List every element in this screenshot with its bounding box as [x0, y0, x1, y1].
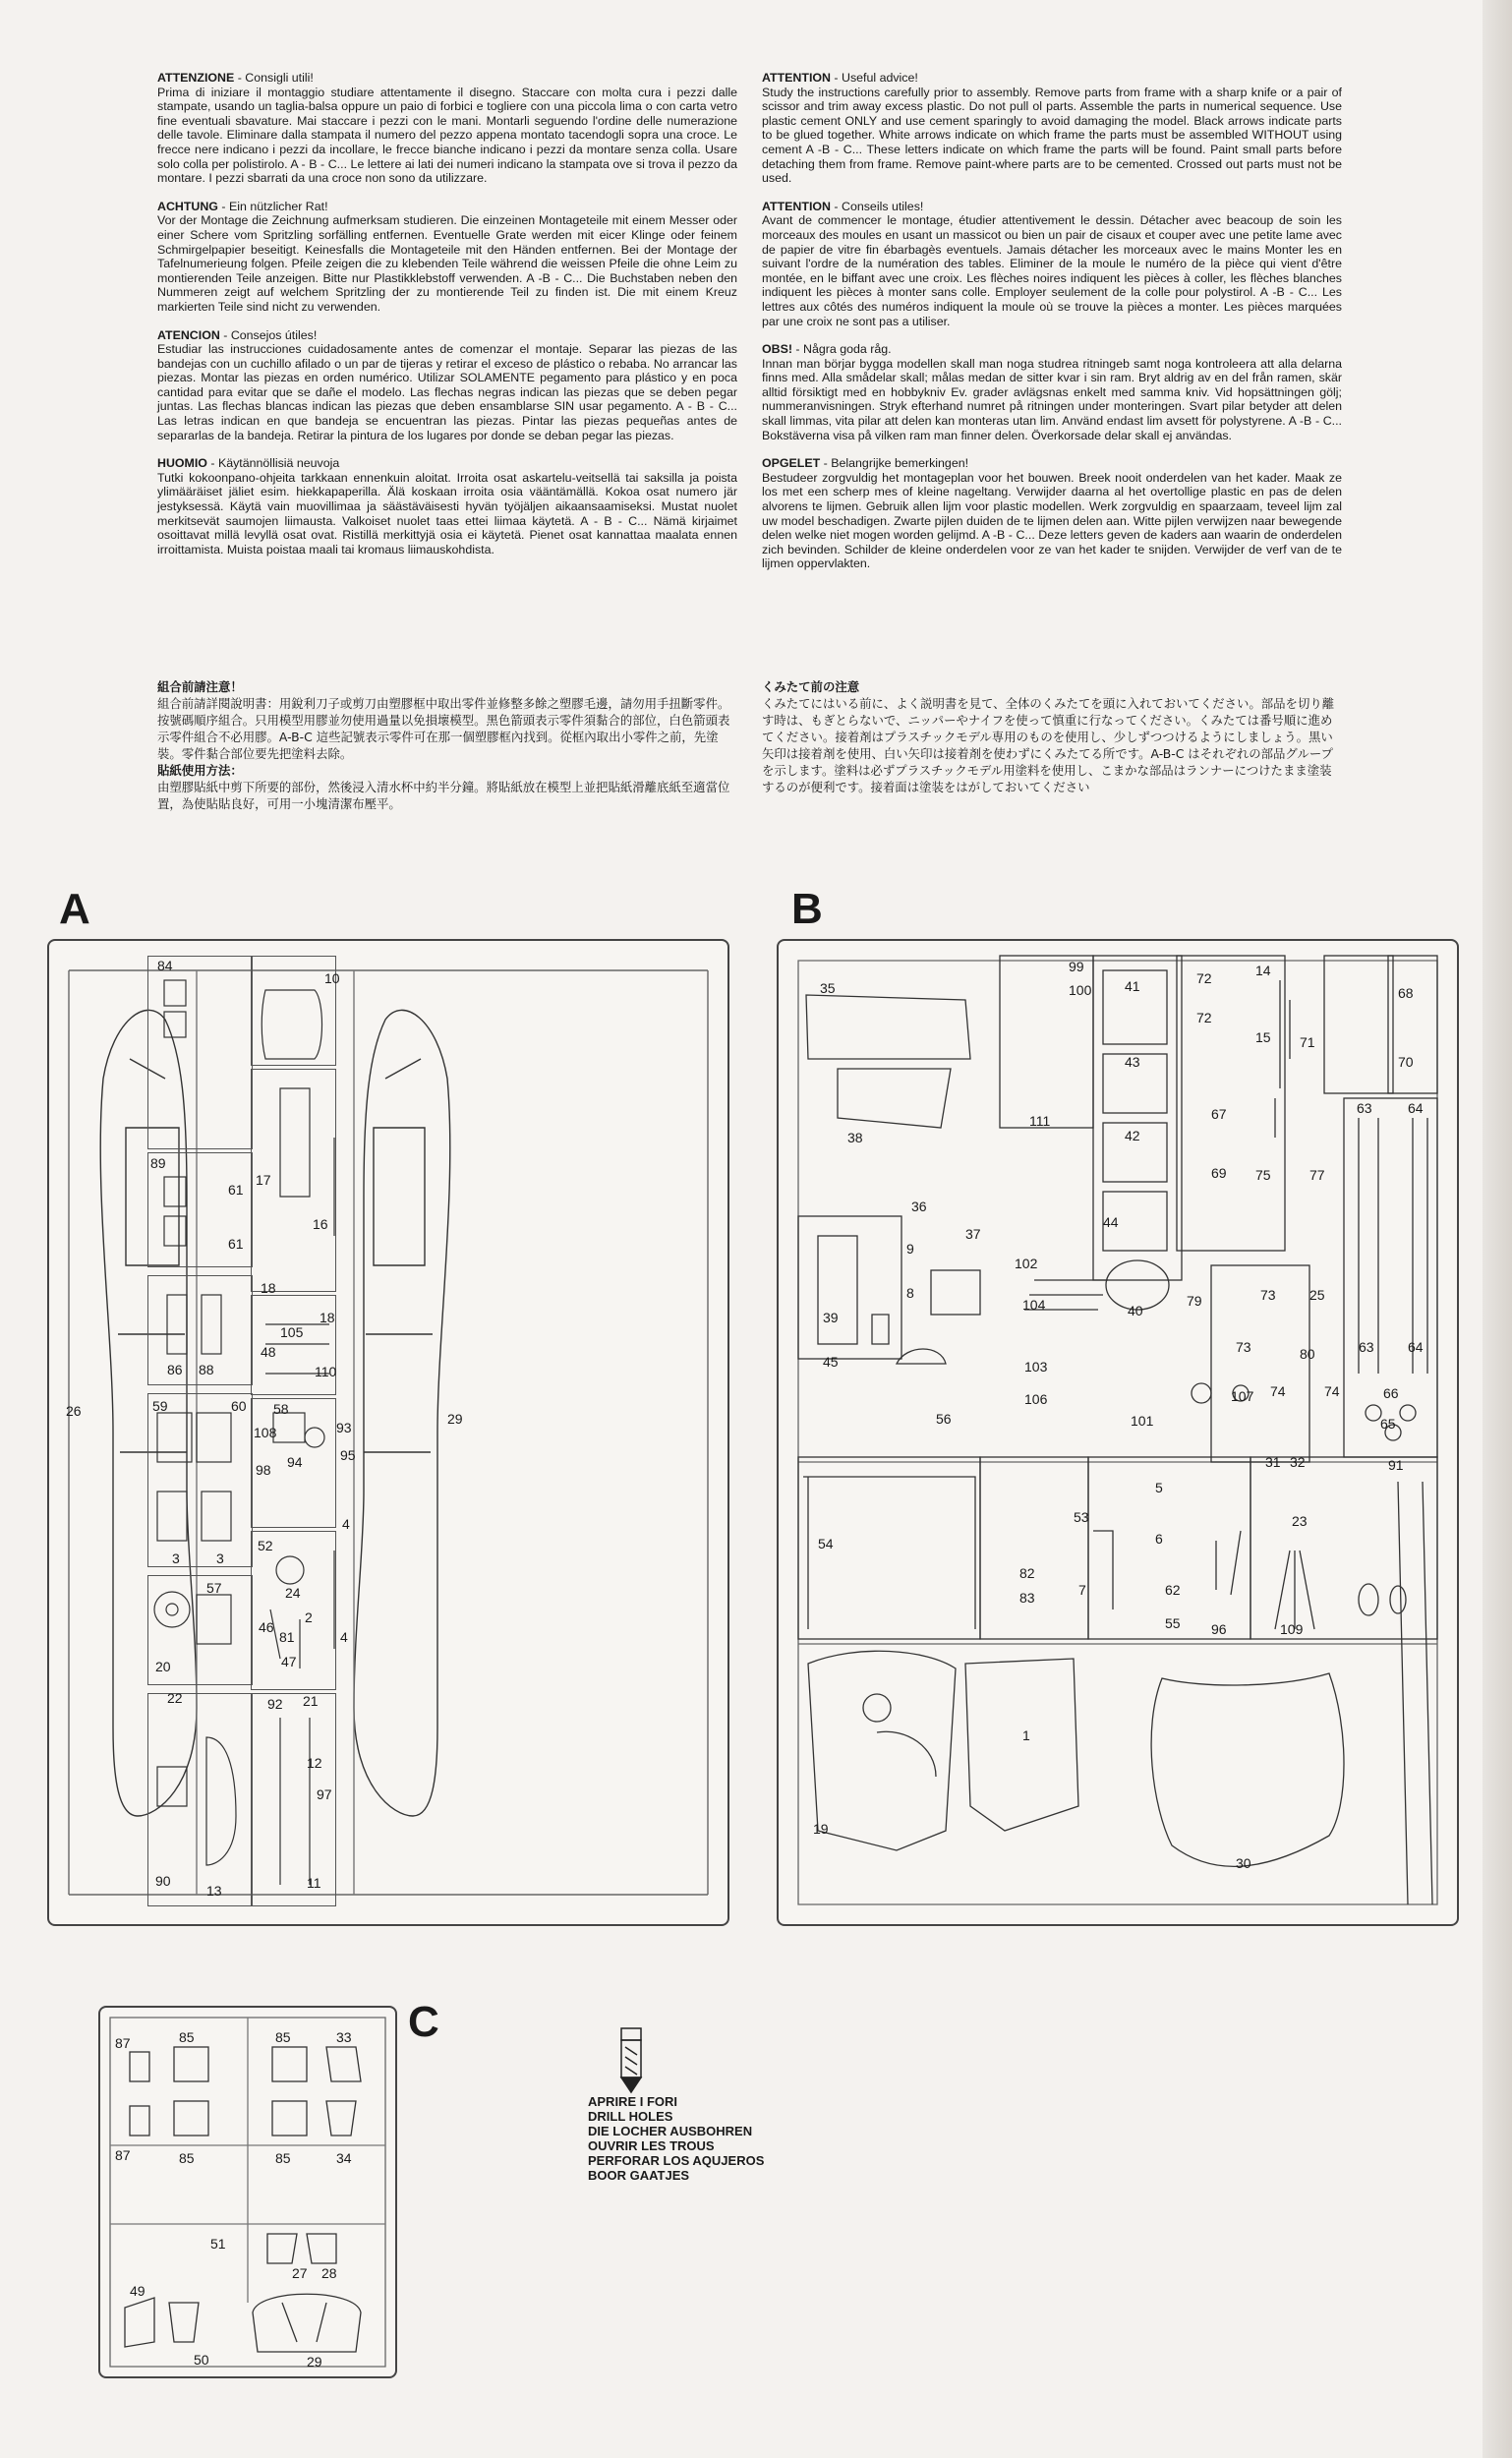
instruction-text: 由塑膠貼紙中剪下所要的部份，然後浸入清水杯中約半分鐘。將貼紙放在模型上並把貼紙滑離底紙至適當位置，為使貼貼良好，可用一小塊清潔布壓平。	[157, 780, 730, 811]
part-number: 21	[303, 1693, 319, 1709]
sprue-b-drawing	[779, 941, 1457, 1924]
part-number: 24	[285, 1585, 301, 1601]
drill-label: OUVRIR LES TROUS	[588, 2138, 715, 2153]
instruction-text: Estudiar las instrucciones cuidadosamente antes de comenzar el montaje. Separar las piezas de las bandejas con un cuchillo afilado o un par de tijeras y retirar el exceso de plástico o rebaba. No arrancar las piezas. Montar las piezas en orden numérico. Utilizar SOLAMENTE pegamento para plástico y en poca cantidad para evitar que se dañe el modelo. Las flechas negras indican las piezas que se deben pegar juntas. Las flechas blancas indican las piezas que deben ensamblarse SIN usar pegamento. A - B - C... Las letras indican en que bandeja se encuentran las piezas. Pintar las piezas pequeñas antes de separarlas de la bandeja. Retirar la pintura de los lugares por donde se deban pegar las piezas.	[157, 342, 737, 442]
part-number: 36	[911, 1199, 927, 1214]
part-number: 99	[1069, 959, 1084, 974]
part-number: 107	[1231, 1388, 1254, 1404]
part-number: 54	[818, 1536, 834, 1551]
part-number: 53	[1074, 1509, 1089, 1525]
instruction-heading: ATTENTION	[762, 71, 831, 85]
drill-label: DIE LOCHER AUSBOHREN	[588, 2124, 753, 2138]
part-number: 18	[261, 1280, 276, 1296]
part-number: 49	[130, 2283, 145, 2299]
sprue-frame-b	[777, 939, 1459, 1926]
part-number: 92	[267, 1696, 283, 1712]
part-number: 38	[847, 1130, 863, 1145]
part-number: 10	[324, 970, 340, 986]
instruction-subheading: Käytännöllisiä neuvoja	[217, 456, 340, 471]
sprue-a-parts	[49, 941, 727, 1924]
part-number: 28	[321, 2265, 337, 2281]
part-number: 77	[1309, 1167, 1325, 1183]
part-number: 103	[1024, 1359, 1048, 1375]
instruction-heading: くみたて前の注意	[762, 679, 860, 694]
part-number: 63	[1359, 1339, 1374, 1355]
part-number: 41	[1125, 978, 1140, 994]
part-number: 106	[1024, 1391, 1048, 1407]
part-number: 89	[150, 1155, 166, 1171]
part-number: 12	[307, 1755, 322, 1771]
part-number: 68	[1398, 985, 1414, 1001]
part-number: 79	[1187, 1293, 1202, 1309]
instruction-heading: 貼紙使用方法：	[157, 763, 243, 778]
sprue-frame-a	[47, 939, 729, 1926]
part-number: 32	[1290, 1454, 1306, 1470]
part-number: 33	[336, 2029, 352, 2045]
part-number: 80	[1300, 1346, 1315, 1362]
part-number: 29	[447, 1411, 463, 1427]
part-number: 59	[152, 1398, 168, 1414]
part-number: 81	[279, 1629, 295, 1645]
instructions-left-column	[157, 71, 737, 570]
instruction-french: ATTENTION - Conseils utiles! Avant de commencer le montage, étudier attentivement le dessin. Détacher avec beacoup de soin les morceaux des moules en usant un massicot ou bien un pair de cisaux et couper avec une petite lame avec de papier de vitre fin ébarbagès eventuels. Jamais détacher les morceaux avec le mains Monter les en suivant l'ordre de la numération des tables. Eliminer de la moule le numéro de la pièce qui vient d'être montée, en le biffant avec une croix. Les flèches noires indiquent les pièces à coller, les flèches blanches indiquent les pièces à monter sans colle. Employer seulement de la colle pour polystirol. A -B - C... Les lettres aux côtés des numéros indiquent la moule où se trouve la pièces a monter. Les pièces marquées par une croix ne sont pas a utiliser.	[762, 199, 1342, 328]
part-number: 71	[1300, 1034, 1315, 1050]
part-number: 74	[1324, 1383, 1340, 1399]
part-number: 84	[157, 958, 173, 973]
sheet-a-letter: A	[59, 885, 90, 933]
part-number: 2	[305, 1609, 313, 1625]
part-number: 69	[1211, 1165, 1227, 1181]
part-number: 51	[210, 2236, 226, 2252]
part-number: 90	[155, 1873, 171, 1889]
part-number: 85	[179, 2029, 195, 2045]
part-number: 86	[167, 1362, 183, 1377]
drill-label: PERFORAR LOS AQUJEROS	[588, 2153, 765, 2168]
part-number: 66	[1383, 1385, 1399, 1401]
part-number: 93	[336, 1420, 352, 1435]
part-number: 55	[1165, 1615, 1181, 1631]
part-number: 57	[206, 1580, 222, 1596]
instruction-italian: ATTENZIONE - Consigli utili! Prima di iniziare il montaggio studiare attentamente il disegno. Staccare con molta cura i pezzi dalle stampate, usando un taglia-balsa oppure un paio di forbici e togliere con una piccola lima o con carta vetro fine eventuali sbavature. Mai staccare i pezzi con le mani. Montarli seguendo l'ordine delle numerazione delle tavole. Eliminare dalla stampata il numero del pezzo appena montato tacendogli sopra una croce. Le frecce nere indicano i pezzi da incollare, le frecce bianche indicano i pezzi da montare senza colla. Usare solo colla per polistirolo. A - B - C... Le lettere ai lati dei numeri indicano la stampata ove si trova il pezzo da montare. I pezzi sbarrati da una croce non sono da utilizzare.	[157, 71, 737, 186]
part-number: 6	[1155, 1531, 1163, 1547]
part-number: 37	[965, 1226, 981, 1242]
part-number: 101	[1131, 1413, 1154, 1429]
sheet-b-letter: B	[791, 885, 823, 933]
part-number: 87	[115, 2147, 131, 2163]
page-edge-shadow	[1483, 0, 1512, 2458]
part-number: 17	[256, 1172, 271, 1188]
part-number: 56	[936, 1411, 952, 1427]
instruction-swedish: OBS! - Några goda råg. Innan man börjar bygga modellen skall man noga studrea ritningeb samt noga kontroleera att alla delarna finns med. Alla smådelar skall; målas medan de sitter kvar i sin ram. Bryt aldrig av en del från ramen, skär alltid försiktigt med en hobbykniv Ev. grader avlägsnas enkelt med samma kniv. Vid hopsättningen gölj; nummeranvisningen. Stryk efterhand numret på ritningen under monteringen. Svart pilar betyder att delen skall limmas, vita pilar att delen kan monteras utan lim. Använd endast lim avsett för polystyrene. A -B - C... Bokstäverna visa på vilken ram man finner delen. Överkorsade delar skall ej användas.	[762, 342, 1342, 442]
part-number: 70	[1398, 1054, 1414, 1070]
instruction-heading: 組合前請注意！	[157, 679, 243, 694]
part-number: 47	[281, 1654, 297, 1669]
part-number: 73	[1236, 1339, 1251, 1355]
instruction-subheading: Ein nützlicher Rat!	[228, 199, 328, 213]
instruction-subheading: Useful advice!	[842, 71, 918, 85]
part-number: 62	[1165, 1582, 1181, 1598]
part-number: 45	[823, 1354, 839, 1370]
part-number: 100	[1069, 982, 1092, 998]
part-number: 50	[194, 2352, 209, 2368]
drill-label: DRILL HOLES	[588, 2109, 673, 2124]
instruction-heading: ATTENTION	[762, 199, 831, 213]
part-number: 4	[340, 1629, 348, 1645]
sprue-frame-c	[98, 2006, 397, 2378]
instruction-heading: ATENCION	[157, 327, 220, 342]
instruction-finnish: HUOMIO - Käytännöllisiä neuvoja Tutki kokoonpano-ohjeita tarkkaan ennenkuin aloitat. Irroita osat askartelu-veitsellä tai saksilla ja poista ylimääräiset jäliet esim. hiekkapaperilla. Älä koskaan irroita osia vääntämällä. Kokoa osat numero jär jestyksessä. Käytä vain muovillimaa ja säästäväisesti hyvän työjäljen aikaansaamiseksi. Mustat nuolet merkitsevät saumojen liimausta. Valkoiset nuolet taas ettei liimaa käytetä. A - B - C... Nämä kirjaimet osoittavat millä levyllä osat ovat. Ristillä merkittyjä osia ei käytetä. Pienet osat kannattaa maalata ennen irroittamista. Muista poistaa maali tai kromaus liimauskohdista.	[157, 456, 737, 556]
part-number: 111	[1029, 1113, 1051, 1129]
instruction-text: Bestudeer zorgvuldig het montageplan voor het bouwen. Breek nooit onderdelen van het kader. Maak ze los met een scherp mes of kleine nageltang. Verwijder daarna al het overtollige plastic en pas de delen alvorens te lijmen. Gebruik allen lijm voor plastic modellen. Werk zorgvuldig en spaarzaam, teveel lijm zal uw model beschadigen. Zwarte pijlen duiden de te lijmen delen aan. Witte pijlen verwijzen naar bewegende delen welke niet mogen worden gelijmd. A -B - C... Deze letters geven de kaders aan waarin de onderdelen zich bevinden. Schilder de kleine onderdelen voor ze van het kader te snijden. Verwijder de verf van de te lijmen oppervlakten.	[762, 470, 1342, 571]
part-number: 16	[313, 1216, 328, 1232]
part-number: 35	[820, 980, 836, 996]
instruction-text: Innan man börjar bygga modellen skall man noga studrea ritningeb samt noga kontroleera att alla delarna finns med. Alla smådelar skall; målas medan de sitter kvar i sin ram. Bryt aldrig av en del från ramen, skär alltid försiktigt med en hobbykniv Ev. grader avlägsnas enkelt med samma kniv. Vid hopsättningen gölj; nummeranvisningen. Stryk efterhand numret på ritningen under monteringen. Svart pilar betyder att delen skall limmas, vita pilar att delen kan monteras utan lim. Använd endast lim avsett för polystyrene. A -B - C... Bokstäverna visa på vilken ram man finner delen. Överkorsade delar skall ej användas.	[762, 356, 1342, 442]
instruction-dutch: OPGELET - Belangrijke bemerkingen! Bestudeer zorgvuldig het montageplan voor het bouwen. Breek nooit onderdelen van het kader. Maak ze los met een scherp mes of kleine nageltang. Verwijder daarna al het overtollige plastic en pas de delen alvorens te lijmen. Gebruik allen lijm voor plastic modellen. Werk zorgvuldig en spaarzaam, teveel lijm zal uw model beschadigen. Zwarte pijlen duiden de te lijmen delen aan. Witte pijlen verwijzen naar bewegende delen welke niet mogen worden gelijmd. A -B - C... Deze letters geven de kaders aan waarin de onderdelen zich bevinden. Schilder de kleine onderdelen voor ze van het kader te snijden. Verwijder de verf van de te lijmen oppervlakten.	[762, 456, 1342, 571]
part-number: 42	[1125, 1128, 1140, 1143]
part-number: 83	[1019, 1590, 1035, 1606]
instruction-text: 組合前請詳閱說明書：用銳利刀子或剪刀由塑膠框中取出零件並修整多餘之塑膠毛邊，請勿用手扭斷零件。按號碼順序組合。只用模型用膠並勿使用過量以免損壞模型。黑色箭頭表示零件須黏合的部位，白色箭頭表示零件組合不必用膠。A-B-C 這些記號表示零件可在那一個塑膠框內找到。從框內取出小零件之前，先塗裝。零件黏合部位要先把塗料去除。	[157, 696, 730, 761]
drill-label: BOOR GAATJES	[588, 2168, 690, 2183]
part-number: 96	[1211, 1621, 1227, 1637]
part-number: 25	[1309, 1287, 1325, 1303]
instruction-subheading: Några goda råg.	[803, 342, 892, 357]
sheet-c-letter: C	[408, 1998, 439, 2046]
instruction-chinese	[157, 678, 737, 812]
instruction-text: Avant de commencer le montage, étudier attentivement le dessin. Détacher avec beacoup de soin les morceaux des moules en usant un massicot ou bien un pair de cisaux et couper avec une petite lame avec de papier de vitre fin ébarbagès eventuels. Jamais détacher les morceaux avec le mains Monter les en suivant l'ordre de la numération des tables. Eliminer de la moule le numéro de la pièce qui vient d'être montée, en le biffant avec une croix. Les flèches noires indiquent les pièces à coller, les flèches blanches indiquent les pièces à monter sans colle. Employer seulement de la colle pour polystirol. A -B - C... Les lettres aux côtés des numéros indiquent la moule où se trouve la pièces a monter. Les pièces marquées par une croix ne sont pas a utiliser.	[762, 213, 1342, 328]
part-number: 82	[1019, 1565, 1035, 1581]
part-number: 14	[1255, 963, 1271, 978]
part-number: 13	[206, 1883, 222, 1899]
part-number: 98	[256, 1462, 271, 1478]
part-number: 7	[1078, 1582, 1086, 1598]
part-number: 52	[258, 1538, 273, 1553]
part-number: 3	[216, 1551, 224, 1566]
part-number: 64	[1408, 1100, 1424, 1116]
part-number: 46	[259, 1619, 274, 1635]
part-number: 63	[1357, 1100, 1372, 1116]
part-number: 1	[1022, 1727, 1030, 1743]
instruction-text: くみたてにはいる前に、よく説明書を見て、全体のくみたてを頭に入れておいてください。部品を切り離す時は、もぎとらないで、ニッパーやナイフを使って慎重に行なってください。くみたては番号順に進めてください。接着剤はプラスチックモデル専用のものを使用し、少しずつつけるようにしましょう。黒い矢印は接着剤を使用、白い矢印は接着剤を使わずにくみたてる所です。A-B-C はそれぞれの部品グループを示します。塗料は必ずプラスチックモデル用塗料を使用し、こまかな部品はランナーにつけたまま塗装するのが便利です。接着面は塗装をはがしておいてください	[762, 696, 1335, 794]
part-number: 95	[340, 1447, 356, 1463]
part-number: 91	[1388, 1457, 1404, 1473]
part-number: 88	[199, 1362, 214, 1377]
instruction-heading: ACHTUNG	[157, 199, 218, 213]
part-number: 3	[172, 1551, 180, 1566]
part-number: 11	[307, 1875, 321, 1891]
part-number: 34	[336, 2150, 352, 2166]
instruction-text: Tutki kokoonpano-ohjeita tarkkaan ennenkuin aloitat. Irroita osat askartelu-veitsellä tai saksilla ja poista ylimääräiset jäliet esim. hiekkapaperilla. Älä koskaan irroita osia vääntämällä. Kokoa osat numero jär jestyksessä. Käytä vain muovillimaa ja säästäväisesti hyvän työjäljen aikaansaamiseksi. Mustat nuolet merkitsevät saumojen liimausta. Valkoiset nuolet taas ettei liimaa käytetä. A - B - C... Nämä kirjaimet osoittavat millä levyllä osat ovat. Ristillä merkittyjä osia ei käytetä. Pienet osat kannattaa maalata ennen irroittamista. Muista poistaa maali tai kromaus liimauskohdista.	[157, 470, 737, 556]
part-number: 87	[115, 2035, 131, 2051]
part-number: 48	[261, 1344, 276, 1360]
part-number: 22	[167, 1690, 183, 1706]
part-number: 18	[320, 1310, 335, 1325]
part-number: 73	[1260, 1287, 1276, 1303]
part-number: 8	[906, 1285, 914, 1301]
part-number: 85	[179, 2150, 195, 2166]
part-number: 58	[273, 1401, 289, 1417]
part-number: 72	[1196, 1010, 1212, 1025]
instruction-spanish: ATENCION - Consejos útiles! Estudiar las instrucciones cuidadosamente antes de comenzar el montaje. Separar las piezas de las bandejas con un cuchillo afilado o un par de tijeras y retirar el exceso de plástico o rebaba. No arrancar las piezas. Montar las piezas en orden numérico. Utilizar SOLAMENTE pegamento para plástico y en poca cantidad para evitar que se dañe el modelo. Las flechas negras indican las piezas que se deben pegar juntas. Las flechas blancas indican las piezas que deben ensamblarse SIN usar pegamento. A - B - C... Las letras indican en que bandeja se encuentran las piezas. Pintar las piezas pequeñas antes de separarlas de la bandeja. Retirar la pintura de los lugares por donde se deban pegar las piezas.	[157, 327, 737, 442]
instruction-heading: ATTENZIONE	[157, 71, 235, 85]
part-number: 64	[1408, 1339, 1424, 1355]
part-number: 44	[1103, 1214, 1119, 1230]
instruction-subheading: Consejos útiles!	[230, 327, 318, 342]
part-number: 20	[155, 1659, 171, 1674]
part-number: 105	[280, 1324, 304, 1340]
instruction-japanese	[762, 678, 1342, 795]
instruction-heading: HUOMIO	[157, 456, 207, 471]
part-number: 4	[342, 1516, 350, 1532]
part-number: 97	[317, 1786, 332, 1802]
part-number: 61	[228, 1182, 244, 1198]
instruction-german: ACHTUNG - Ein nützlicher Rat! Vor der Montage die Zeichnung aufmerksam studieren. Die einzeinen Montageteile mit einem Messer oder einer Schere vom Spritzling sorfälling entfernen. Eventuelle Grate werden mit eicer Klinge oder feinem Schmirgelpapier beseitigt. Keinesfalls die Montageteile mit den Händen entfernen. Bei der Montage der Tafelnumerieung folgen. Pfeile zeigen die zu klebenden Teile während die weissen Pfeile die ohne Leim zu montierenden Teile anzeigen. Bitte nur Plastikklebstoff verwenden. A -B - C... Die Buchstaben neben den Nummeren zeigt auf welchem Spritzling der zu montierende Teil zu finden ist. Die mit einem Kreuz markierten Teile sind nicht zu verwenden.	[157, 199, 737, 314]
part-number: 110	[315, 1364, 337, 1379]
part-number: 29	[307, 2354, 322, 2370]
instruction-heading: OPGELET	[762, 456, 821, 471]
part-number: 39	[823, 1310, 839, 1325]
part-number: 5	[1155, 1480, 1163, 1495]
part-number: 65	[1380, 1416, 1396, 1432]
part-number: 61	[228, 1236, 244, 1252]
instruction-english: ATTENTION - Useful advice! Study the instructions carefully prior to assembly. Remove parts from frame with a sharp knife or a pair of scissor and trim away excess plastic. Do not pull ol parts. Assemble the parts in numerical sequence. Use plastic cement ONLY and use cement sparingly to avoid damaging the model. Black arrows indicate parts to be glued together. White arrows indicate on which frame the parts must be assembled WITHOUT using cement A -B - C... These letters indicate on which frame the parts will be found. Paint small parts before detaching them from frame. Remove paint-where parts are to be cemented. Crossed out parts must not be used.	[762, 71, 1342, 186]
instruction-text: Vor der Montage die Zeichnung aufmerksam studieren. Die einzeinen Montageteile mit einem Messer oder einer Schere vom Spritzling sorfälling entfernen. Eventuelle Grate werden mit eicer Klinge oder feinem Schmirgelpapier beseitigt. Keinesfalls die Montageteile mit den Händen entfernen. Bei der Montage der Tafelnumerieung folgen. Pfeile zeigen die zu klebenden Teile während die weissen Pfeile die ohne Leim zu montierenden Teile anzeigen. Bitte nur Plastikklebstoff verwenden. A -B - C... Die Buchstaben neben den Nummeren zeigt auf welchem Spritzling der zu montierende Teil zu finden ist. Die mit einem Kreuz markierten Teile sind nicht zu verwenden.	[157, 213, 737, 314]
part-number: 75	[1255, 1167, 1271, 1183]
drill-label: APRIRE I FORI	[588, 2094, 678, 2109]
part-number: 109	[1280, 1621, 1304, 1637]
part-number: 43	[1125, 1054, 1140, 1070]
part-number: 67	[1211, 1106, 1227, 1122]
part-number: 40	[1128, 1303, 1143, 1318]
part-number: 85	[275, 2029, 291, 2045]
instructions-right-column	[762, 71, 1342, 585]
part-number: 72	[1196, 970, 1212, 986]
drill-holes-legend	[588, 2094, 764, 2183]
instruction-heading: OBS!	[762, 342, 792, 357]
instruction-subheading: Consigli utili!	[245, 71, 314, 85]
instruction-subheading: Belangrijke bemerkingen!	[831, 456, 969, 471]
part-number: 108	[254, 1425, 277, 1440]
part-number: 60	[231, 1398, 247, 1414]
part-number: 31	[1265, 1454, 1281, 1470]
part-number: 85	[275, 2150, 291, 2166]
part-number: 94	[287, 1454, 303, 1470]
part-number: 19	[813, 1821, 829, 1837]
part-number: 104	[1022, 1297, 1046, 1313]
instruction-subheading: Conseils utiles!	[842, 199, 924, 213]
part-number: 9	[906, 1241, 914, 1257]
part-number: 102	[1015, 1256, 1038, 1271]
part-number: 15	[1255, 1029, 1271, 1045]
part-number: 74	[1270, 1383, 1286, 1399]
instruction-text: Prima di iniziare il montaggio studiare attentamente il disegno. Staccare con molta cura i pezzi dalle stampate, usando un taglia-balsa oppure un paio di forbici e togliere con una piccola lima o con carta vetro fine eventuali sbavature. Mai staccare i pezzi con le mani. Montarli seguendo l'ordine delle numerazione delle tavole. Eliminare dalla stampata il numero del pezzo appena montato tacendogli sopra una croce. Le frecce nere indicano i pezzi da incollare, le frecce bianche indicano i pezzi da montare senza colla. Usare solo colla per polistirolo. A - B - C... Le lettere ai lati dei numeri indicano la stampata ove si trova il pezzo da montare. I pezzi sbarrati da una croce non sono da utilizzare.	[157, 85, 737, 186]
sprue-c-drawing	[100, 2008, 395, 2376]
part-number: 27	[292, 2265, 308, 2281]
part-number: 26	[66, 1403, 82, 1419]
part-number: 30	[1236, 1855, 1251, 1871]
part-number: 23	[1292, 1513, 1308, 1529]
instruction-text: Study the instructions carefully prior to assembly. Remove parts from frame with a sharp knife or a pair of scissor and trim away excess plastic. Do not pull ol parts. Assemble the parts in numerical sequence. Use plastic cement ONLY and use cement sparingly to avoid damaging the model. Black arrows indicate parts to be glued together. White arrows indicate on which frame the parts must be assembled WITHOUT using cement A -B - C... These letters indicate on which frame the parts will be found. Paint small parts before detaching them from frame. Remove paint-where parts are to be cemented. Crossed out parts must not be used.	[762, 85, 1342, 186]
